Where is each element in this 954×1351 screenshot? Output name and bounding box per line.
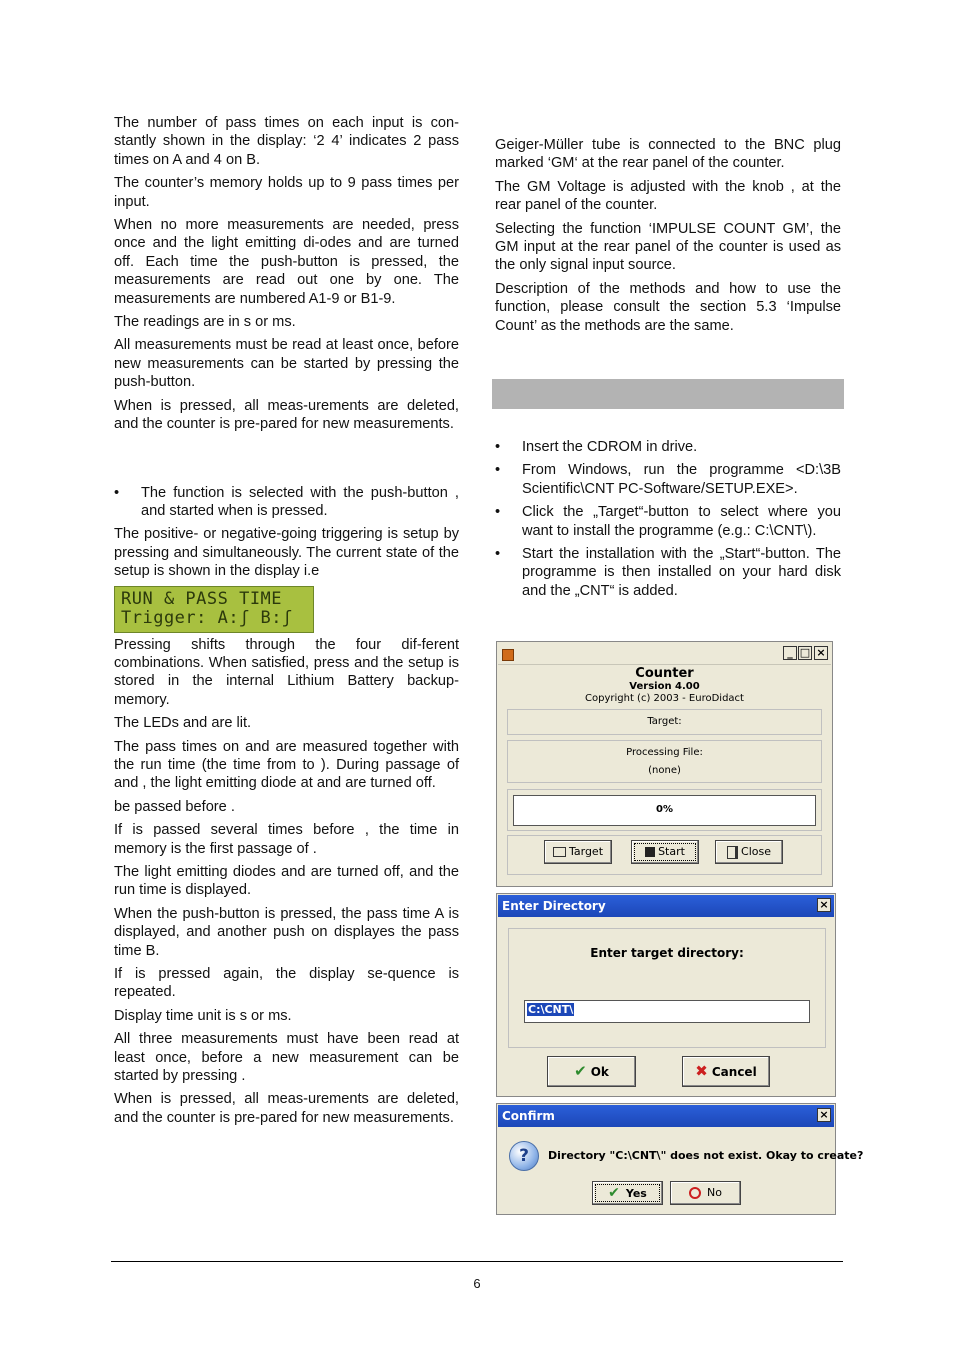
progress-group bbox=[507, 789, 822, 831]
paragraph: When is pressed, all meas-urements are deleted, and the counter is pre-pared for new measurements. bbox=[114, 397, 459, 433]
close-app-button[interactable] bbox=[715, 840, 783, 864]
paragraph: The readings are in s or ms. bbox=[114, 314, 296, 331]
list-item: • The function is selected with the push-button , and started when is pressed. bbox=[114, 484, 459, 521]
right-column bbox=[495, 136, 841, 340]
yes-button-label: Yes bbox=[625, 1187, 647, 1200]
paragraph: The number of pass times on each input is con-stantly shown in the display: ‘2 4’ indicates 2 pass times on A and 4 on B. bbox=[114, 115, 459, 168]
minimize-button[interactable]: _ bbox=[783, 646, 797, 660]
window-title: Confirm bbox=[502, 1109, 555, 1123]
paragraph: The pass times on and are measured together with the run time (the time from to ). During passage of and , the light emitting diode at and are turned off. bbox=[114, 738, 459, 792]
page-number: 6 bbox=[473, 1276, 481, 1291]
target-group bbox=[507, 709, 822, 735]
app-title: Counter bbox=[635, 666, 694, 681]
no-button-label: No bbox=[707, 1186, 722, 1199]
paragraph: The light emitting diodes and are turned off, and the run time is displayed. bbox=[114, 864, 459, 899]
target-label: Target: bbox=[647, 716, 682, 727]
ok-button-label: Ok bbox=[590, 1065, 609, 1079]
paragraph: Pressing shifts through the four dif-ferent combinations. When satisfied, press and the setup is stored in the internal Lithium Battery backup-memory. bbox=[114, 636, 459, 708]
paragraph: When no more measurements are needed, press once and the light emitting di-odes and are turned off. Each time the push-button is pressed, the measurements are read out one by one. The measurements are numbered A1-9 or B1-9. bbox=[114, 217, 459, 307]
maximize-button[interactable]: □ bbox=[799, 646, 811, 659]
directory-prompt: Enter target directory: bbox=[590, 946, 744, 960]
paragraph: The counter’s memory holds up to 9 pass times per input. bbox=[114, 175, 459, 210]
paragraph: Display time unit is s or ms. bbox=[114, 1007, 292, 1024]
door-exit-icon bbox=[727, 846, 738, 859]
yes-button[interactable] bbox=[592, 1181, 663, 1205]
confirm-message: Directory "C:\CNT\" does not exist. Okay to create? bbox=[548, 1149, 864, 1162]
list-item: • Start the installation with the „Start“-button. The programme is then installed on your hard disk and the „CNT“ is added. bbox=[495, 545, 841, 600]
paragraph: Selecting the function ‘IMPULSE COUNT GM’, the GM input at the rear panel of the counter is used as the only signal input source. bbox=[495, 220, 841, 274]
target-button[interactable] bbox=[544, 840, 612, 864]
paragraph: All measurements must be read at least once, before new measurements can be started by pressing the push-button. bbox=[114, 337, 459, 391]
progress-percent: 0% bbox=[656, 804, 673, 815]
paragraph: If is passed several times before , the time in memory is the first passage of . bbox=[114, 822, 459, 857]
paragraph: All three measurements must have been read at least once, before a new measurement can be started by pressing . bbox=[114, 1031, 459, 1085]
version-label: Version 4.00 bbox=[629, 681, 700, 692]
confirm-window bbox=[496, 1103, 864, 1215]
title-bar bbox=[498, 1105, 834, 1127]
lcd-display bbox=[114, 586, 314, 633]
close-button[interactable]: × bbox=[817, 1108, 831, 1122]
cancel-x-icon: ✖ bbox=[695, 1062, 708, 1080]
section-heading-band bbox=[492, 379, 844, 409]
title-bar bbox=[498, 643, 831, 665]
close-button[interactable]: × bbox=[814, 646, 828, 660]
floppy-disk-icon bbox=[645, 847, 655, 857]
start-button[interactable] bbox=[631, 840, 699, 864]
app-icon bbox=[502, 649, 514, 661]
cancel-button-label: Cancel bbox=[711, 1065, 757, 1079]
left-column bbox=[114, 114, 459, 1132]
close-app-button-label: Close bbox=[741, 845, 771, 858]
lcd-line-1: RUN & PASS TIME bbox=[121, 588, 283, 609]
lcd-line-2: Trigger: A:ʃ B:ʃ bbox=[121, 607, 293, 628]
paragraph: Geiger-Müller tube is connected to the BNC plug marked ‘GM‘ at the rear panel of the counter. bbox=[495, 137, 841, 172]
copyright-label: Copyright (c) 2003 - EuroDidact bbox=[585, 693, 744, 704]
paragraph: When the push-button is pressed, the pass time A is displayed, and another push on displayes the pass time B. bbox=[114, 905, 459, 959]
list-item: • Insert the CDROM in drive. bbox=[495, 438, 841, 456]
cancel-button[interactable] bbox=[682, 1056, 770, 1087]
processing-value: (none) bbox=[648, 765, 681, 776]
no-entry-icon bbox=[689, 1187, 701, 1199]
question-icon: ? bbox=[509, 1141, 539, 1171]
target-icon bbox=[553, 847, 566, 857]
checkmark-icon: ✔ bbox=[608, 1185, 620, 1201]
checkmark-icon: ✔ bbox=[574, 1062, 587, 1080]
directory-input-value: C:\CNT\ bbox=[528, 1003, 574, 1016]
paragraph: The LEDs and are lit. bbox=[114, 715, 252, 732]
start-button-label: Start bbox=[658, 845, 685, 858]
paragraph: If is pressed again, the display se-quence is repeated. bbox=[114, 966, 459, 1001]
counter-setup-window bbox=[496, 641, 833, 887]
paragraph: Description of the methods and how to use the function, please consult the section 5.3 ‘Impulse Count’ as the methods are the same. bbox=[495, 280, 841, 334]
target-button-label: Target bbox=[568, 845, 604, 858]
no-button[interactable] bbox=[670, 1181, 741, 1205]
paragraph: The positive- or negative-going triggering is setup by pressing and simultaneously. The current state of the setup is shown in the display i.e bbox=[114, 526, 459, 580]
list-item: • From Windows, run the programme <D:\3B Scientific\CNT PC-Software/SETUP.EXE>. bbox=[495, 461, 841, 498]
processing-group bbox=[507, 740, 822, 783]
directory-group bbox=[508, 928, 826, 1048]
processing-label: Processing File: bbox=[626, 747, 703, 758]
paragraph: be passed before . bbox=[114, 798, 235, 815]
window-title: Enter Directory bbox=[502, 899, 606, 913]
directory-input[interactable] bbox=[524, 1000, 810, 1023]
title-bar bbox=[498, 895, 834, 917]
bullet-list bbox=[114, 484, 459, 521]
footer-divider bbox=[111, 1261, 843, 1262]
progress-bar bbox=[513, 795, 816, 826]
close-button[interactable]: × bbox=[817, 898, 831, 912]
enter-directory-window bbox=[496, 893, 836, 1097]
paragraph: When is pressed, all meas-urements are deleted, and the counter is pre-pared for new measurements. bbox=[114, 1091, 459, 1126]
paragraph: The GM Voltage is adjusted with the knob , at the rear panel of the counter. bbox=[495, 178, 841, 214]
ok-button[interactable] bbox=[547, 1056, 636, 1087]
list-item: • Click the „Target“-button to select where you want to install the programme (e.g.: C:\CNT\). bbox=[495, 503, 841, 540]
install-steps bbox=[495, 438, 841, 605]
